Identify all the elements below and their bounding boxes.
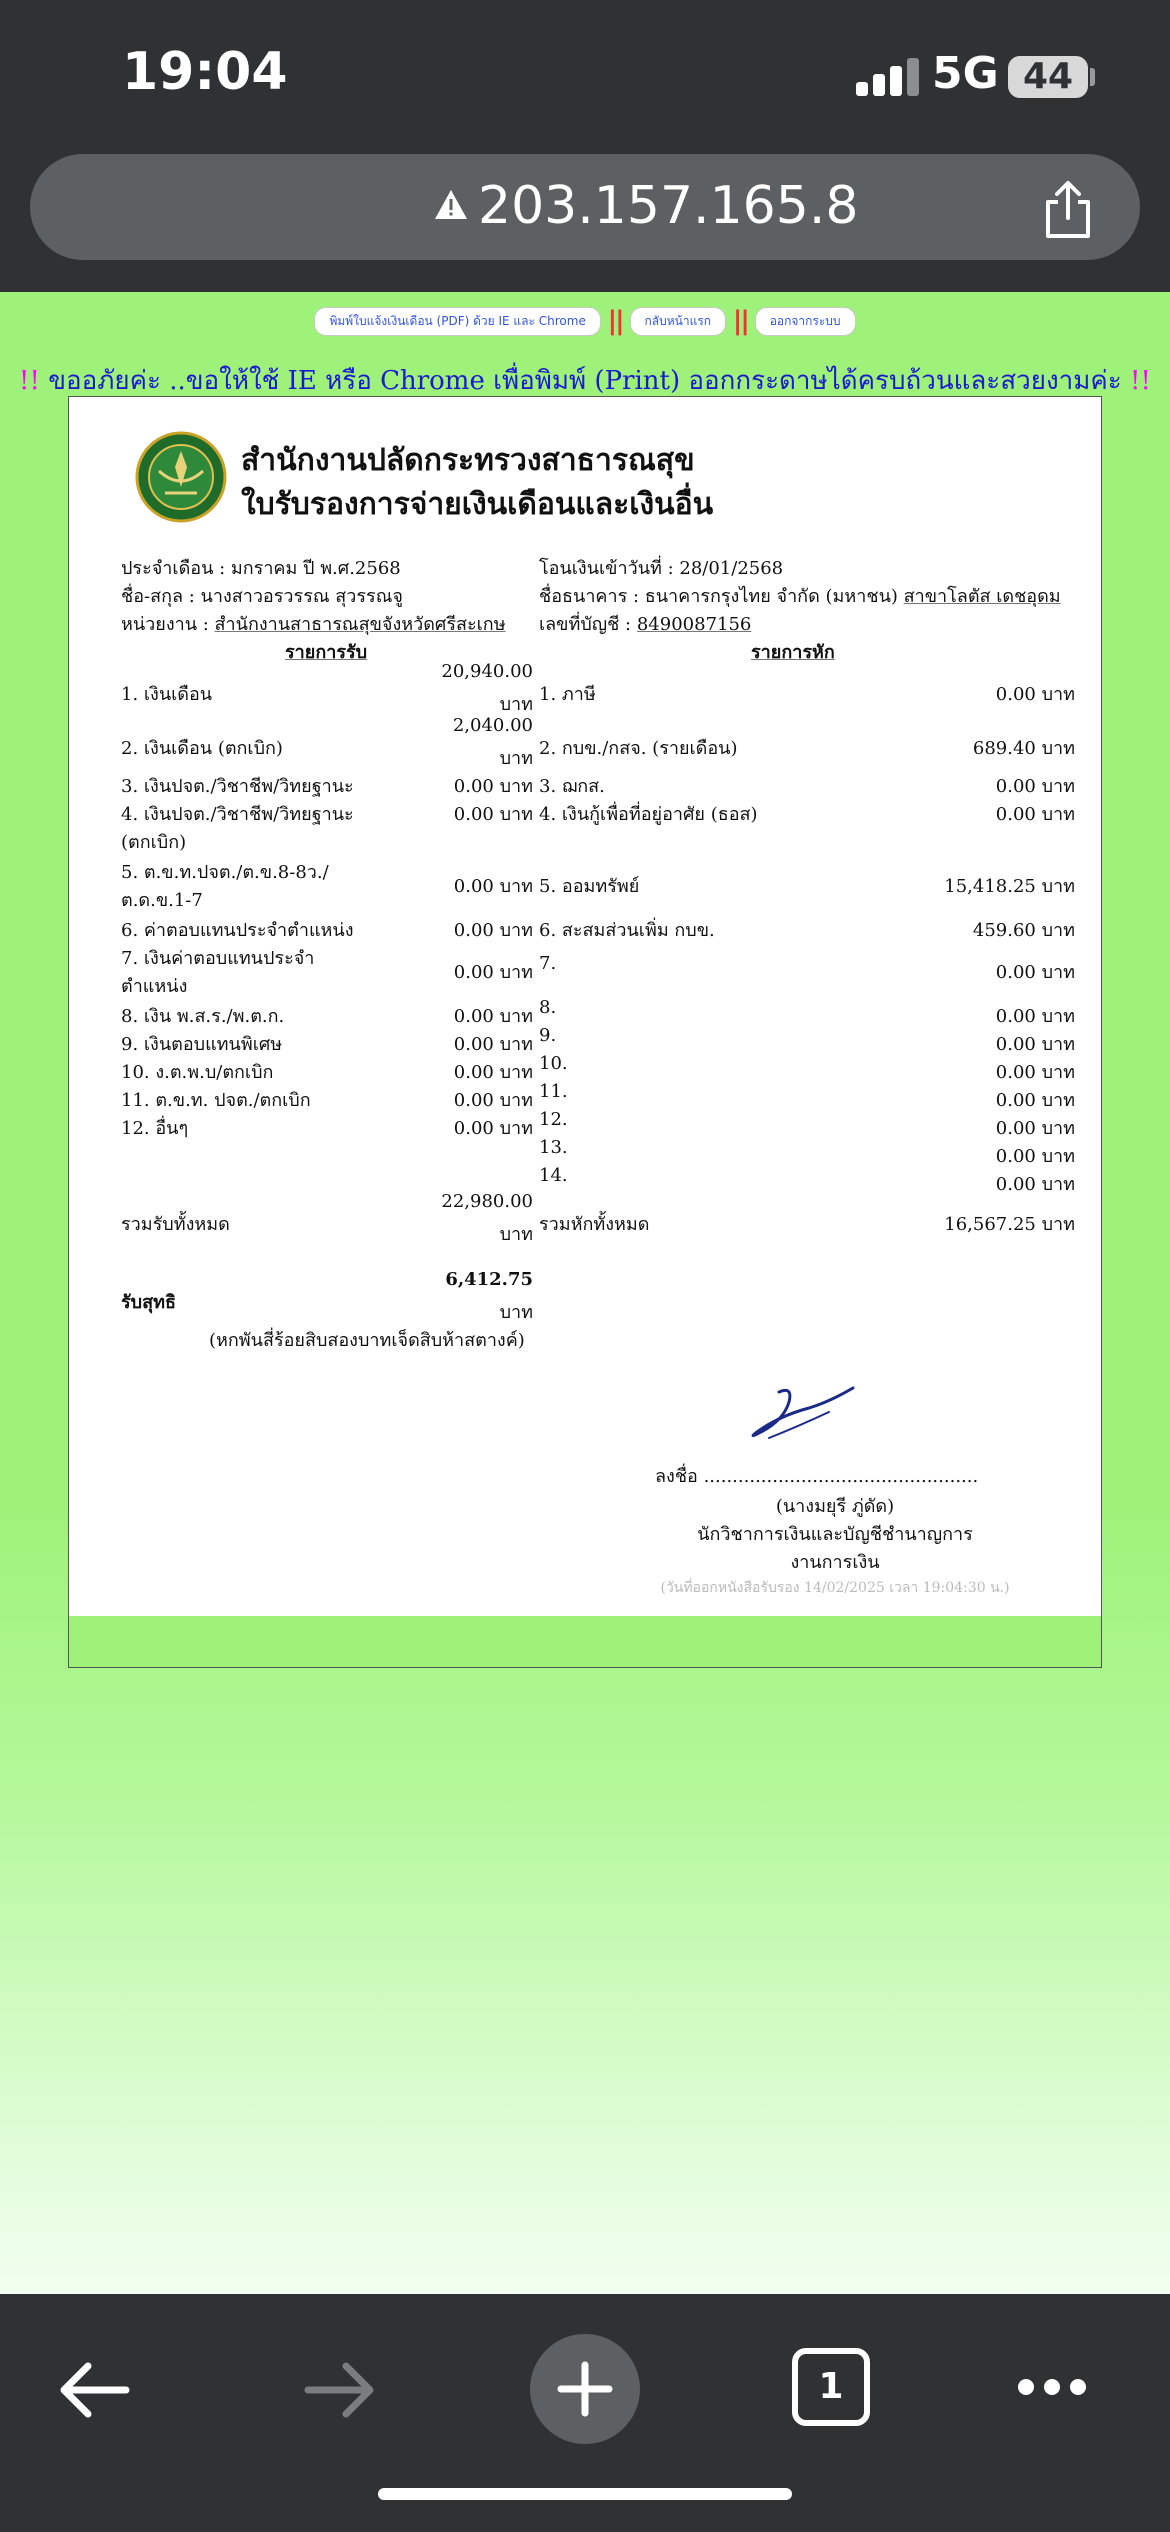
document-title: ใบรับรองการจ่ายเงินเดือนและเงินอื่น [241,487,714,522]
payslip-footer-band [69,1616,1101,1667]
signal-icon [856,56,920,96]
forward-icon[interactable] [302,2358,378,2422]
address-bar[interactable] [30,154,1140,260]
income-amount: 0.00 บาท [453,776,533,797]
transfer-date: โอนเงินเข้าวันที่ : 28/01/2568 [539,558,784,579]
income-label: 7. เงินค่าตอบแทนประจำ [121,948,315,969]
deduct-label: 5. ออมทรัพย์ [539,876,640,897]
back-icon[interactable] [56,2358,132,2422]
signer-unit: งานการเงิน [790,1552,880,1573]
income-unit: บาท [499,694,533,715]
income-amount: 0.00 บาท [453,1118,533,1139]
deduct-label: 12. [539,1109,568,1130]
tabs-button[interactable] [792,2348,870,2426]
deduct-amount: 0.00 บาท [995,804,1075,825]
link-separator: || [607,306,623,336]
notice-bang: !! [1130,366,1151,396]
income-amount: 20,940.00 [441,661,533,682]
income-label: 1. เงินเดือน [121,684,213,705]
deduct-label: 7. [539,953,557,974]
total-income-unit: บาท [499,1224,533,1245]
bank-branch: สาขาโลตัส เดชอุดม [903,586,1061,607]
status-time: 19:04 [122,42,288,102]
bank-row [539,581,1061,610]
deduct-amount: 0.00 บาท [995,1174,1075,1195]
income-amount: 0.00 บาท [453,1034,533,1055]
deduct-amount: 0.00 บาท [995,1006,1075,1027]
new-tab-button[interactable] [530,2334,640,2444]
organization-name: สำนักงานปลัดกระทรวงสาธารณสุข [241,443,695,478]
sign-line: ลงชื่อ ................................................ [655,1466,979,1487]
battery-tip [1090,68,1095,86]
income-amount: 0.00 บาท [453,1062,533,1083]
url-text: 203.157.165.8 [478,176,859,236]
income-amount: 0.00 บาท [453,804,533,825]
deduct-label: 3. ฌกส. [539,776,605,797]
notice-bang: !! [19,366,40,396]
deduct-amount: 15,418.25 บาท [944,876,1075,897]
top-links [0,306,1170,336]
deduct-amount: 0.00 บาท [995,1062,1075,1083]
share-icon[interactable] [1040,180,1096,240]
net-label: รับสุทธิ [121,1292,176,1313]
issue-timestamp: (วันที่ออกหนังสือรับรอง 14/02/2025 เวลา 19:04:30 น.) [660,1580,1010,1596]
home-link[interactable]: กลับหน้าแรก [630,307,727,336]
account-label: เลขที่บัญชี : [539,614,632,635]
income-label: 4. เงินปจต./วิชาชีพ/วิทยฐานะ [121,804,354,825]
deduct-amount: 0.00 บาท [995,1090,1075,1111]
income-label: 5. ต.ข.ท.ปจต./ต.ข.8-8ว./ [121,862,329,883]
more-icon[interactable] [1016,2376,1088,2398]
total-deduct-amount: 16,567.25 บาท [944,1214,1075,1235]
income-label-cont: ตำแหน่ง [121,976,188,997]
deduct-amount: 459.60 บาท [972,920,1075,941]
income-amount: 0.00 บาท [453,920,533,941]
income-label: 9. เงินตอบแทนพิเศษ [121,1034,283,1055]
print-pdf-link[interactable]: พิมพ์ใบแจ้งเงินเดือน (PDF) ด้วย IE และ Chrome [314,307,600,336]
income-header: รายการรับ [285,642,368,663]
unit-name: สำนักงานสาธารณสุขจังหวัดศรีสะเกษ [214,614,506,635]
income-label: 11. ต.ข.ท. ปจต./ตกเบิก [121,1090,311,1111]
net-in-words: (หกพันสี่ร้อยสิบสองบาทเจ็ดสิบห้าสตางค์) [209,1330,525,1351]
deduct-label: 13. [539,1137,568,1158]
employee-name: ชื่อ-สกุล : นางสาวอรวรรณ สุวรรณจู [121,586,403,607]
income-label: 12. อื่นๆ [121,1118,189,1139]
bank-label: ชื่อธนาคาร : [539,586,640,607]
deduct-label: 2. กบข./กสจ. (รายเดือน) [539,738,738,759]
deduct-amount: 689.40 บาท [972,738,1075,759]
income-amount: 0.00 บาท [453,962,533,983]
notice-text: ขออภัยค่ะ ..ขอให้ใช้ IE หรือ Chrome เพื่อพิมพ์ (Print) ออกกระดาษได้ครบถ้วนและสวยงามค่ะ [48,366,1122,396]
link-separator: || [732,306,748,336]
pay-month: ประจำเดือน : มกราคม ปี พ.ศ.2568 [121,558,401,579]
deduct-header: รายการหัก [751,642,835,663]
deduct-amount: 0.00 บาท [995,684,1075,705]
signer-name: (นางมยุรี ภู่ดัด) [775,1496,895,1517]
signature-icon [749,1382,859,1442]
deduct-amount: 0.00 บาท [995,1146,1075,1167]
signer-position: นักวิชาการเงินและบัญชีชำนาญการ [697,1524,973,1545]
total-income-amount: 22,980.00 [441,1191,533,1212]
home-indicator [378,2488,792,2500]
income-label-cont: (ตกเบิก) [121,832,187,853]
deduct-label: 1. ภาษี [539,684,596,705]
deduct-label: 11. [539,1081,568,1102]
deduct-label: 8. [539,997,557,1018]
page-content [0,292,1170,2294]
net-amount: 6,412.75 [445,1269,533,1290]
income-unit: บาท [499,748,533,769]
total-income-label: รวมรับทั้งหมด [121,1214,230,1235]
account-row [539,609,751,638]
total-deduct-label: รวมหักทั้งหมด [539,1214,650,1235]
deduct-label: 10. [539,1053,568,1074]
income-label: 10. ง.ต.พ.บ/ตกเบิก [121,1062,274,1083]
income-amount: 0.00 บาท [453,1006,533,1027]
deduct-label: 14. [539,1165,568,1186]
income-label: 6. ค่าตอบแทนประจำตำแหน่ง [121,920,354,941]
income-label-cont: ต.ด.ข.1-7 [121,890,203,911]
account-number: 8490087156 [636,614,752,635]
battery-icon [1008,56,1088,98]
income-amount: 0.00 บาท [453,1090,533,1111]
plus-icon [557,2361,613,2417]
income-amount: 2,040.00 [452,715,533,736]
deduct-label: 4. เงินกู้เพื่อที่อยู่อาศัย (ธอส) [539,804,758,825]
payslip [68,396,1102,1668]
ministry-logo-icon [135,431,227,523]
income-label: 8. เงิน พ.ส.ร./พ.ต.ก. [121,1006,285,1027]
status-bar [0,0,1170,150]
deduct-label: 9. [539,1025,557,1046]
deduct-amount: 0.00 บาท [995,776,1075,797]
logout-link[interactable]: ออกจากระบบ [755,307,856,336]
deduct-amount: 0.00 บาท [995,1118,1075,1139]
battery-level: 44 [1022,56,1074,97]
income-label: 3. เงินปจต./วิชาชีพ/วิทยฐานะ [121,776,354,797]
print-notice [0,360,1170,401]
deduct-amount: 0.00 บาท [995,962,1075,983]
deduct-amount: 0.00 บาท [995,1034,1075,1055]
warning-icon [434,188,468,222]
net-unit: บาท [499,1302,533,1323]
deduct-label: 6. สะสมส่วนเพิ่ม กบข. [539,920,715,941]
income-amount: 0.00 บาท [453,876,533,897]
income-label: 2. เงินเดือน (ตกเบิก) [121,738,283,759]
bank-name: ธนาคารกรุงไทย จำกัด (มหาชน) [644,586,898,607]
unit-row [121,609,506,638]
tab-count: 1 [818,2366,844,2407]
network-type: 5G [932,48,999,99]
unit-label: หน่วยงาน : [121,614,209,635]
